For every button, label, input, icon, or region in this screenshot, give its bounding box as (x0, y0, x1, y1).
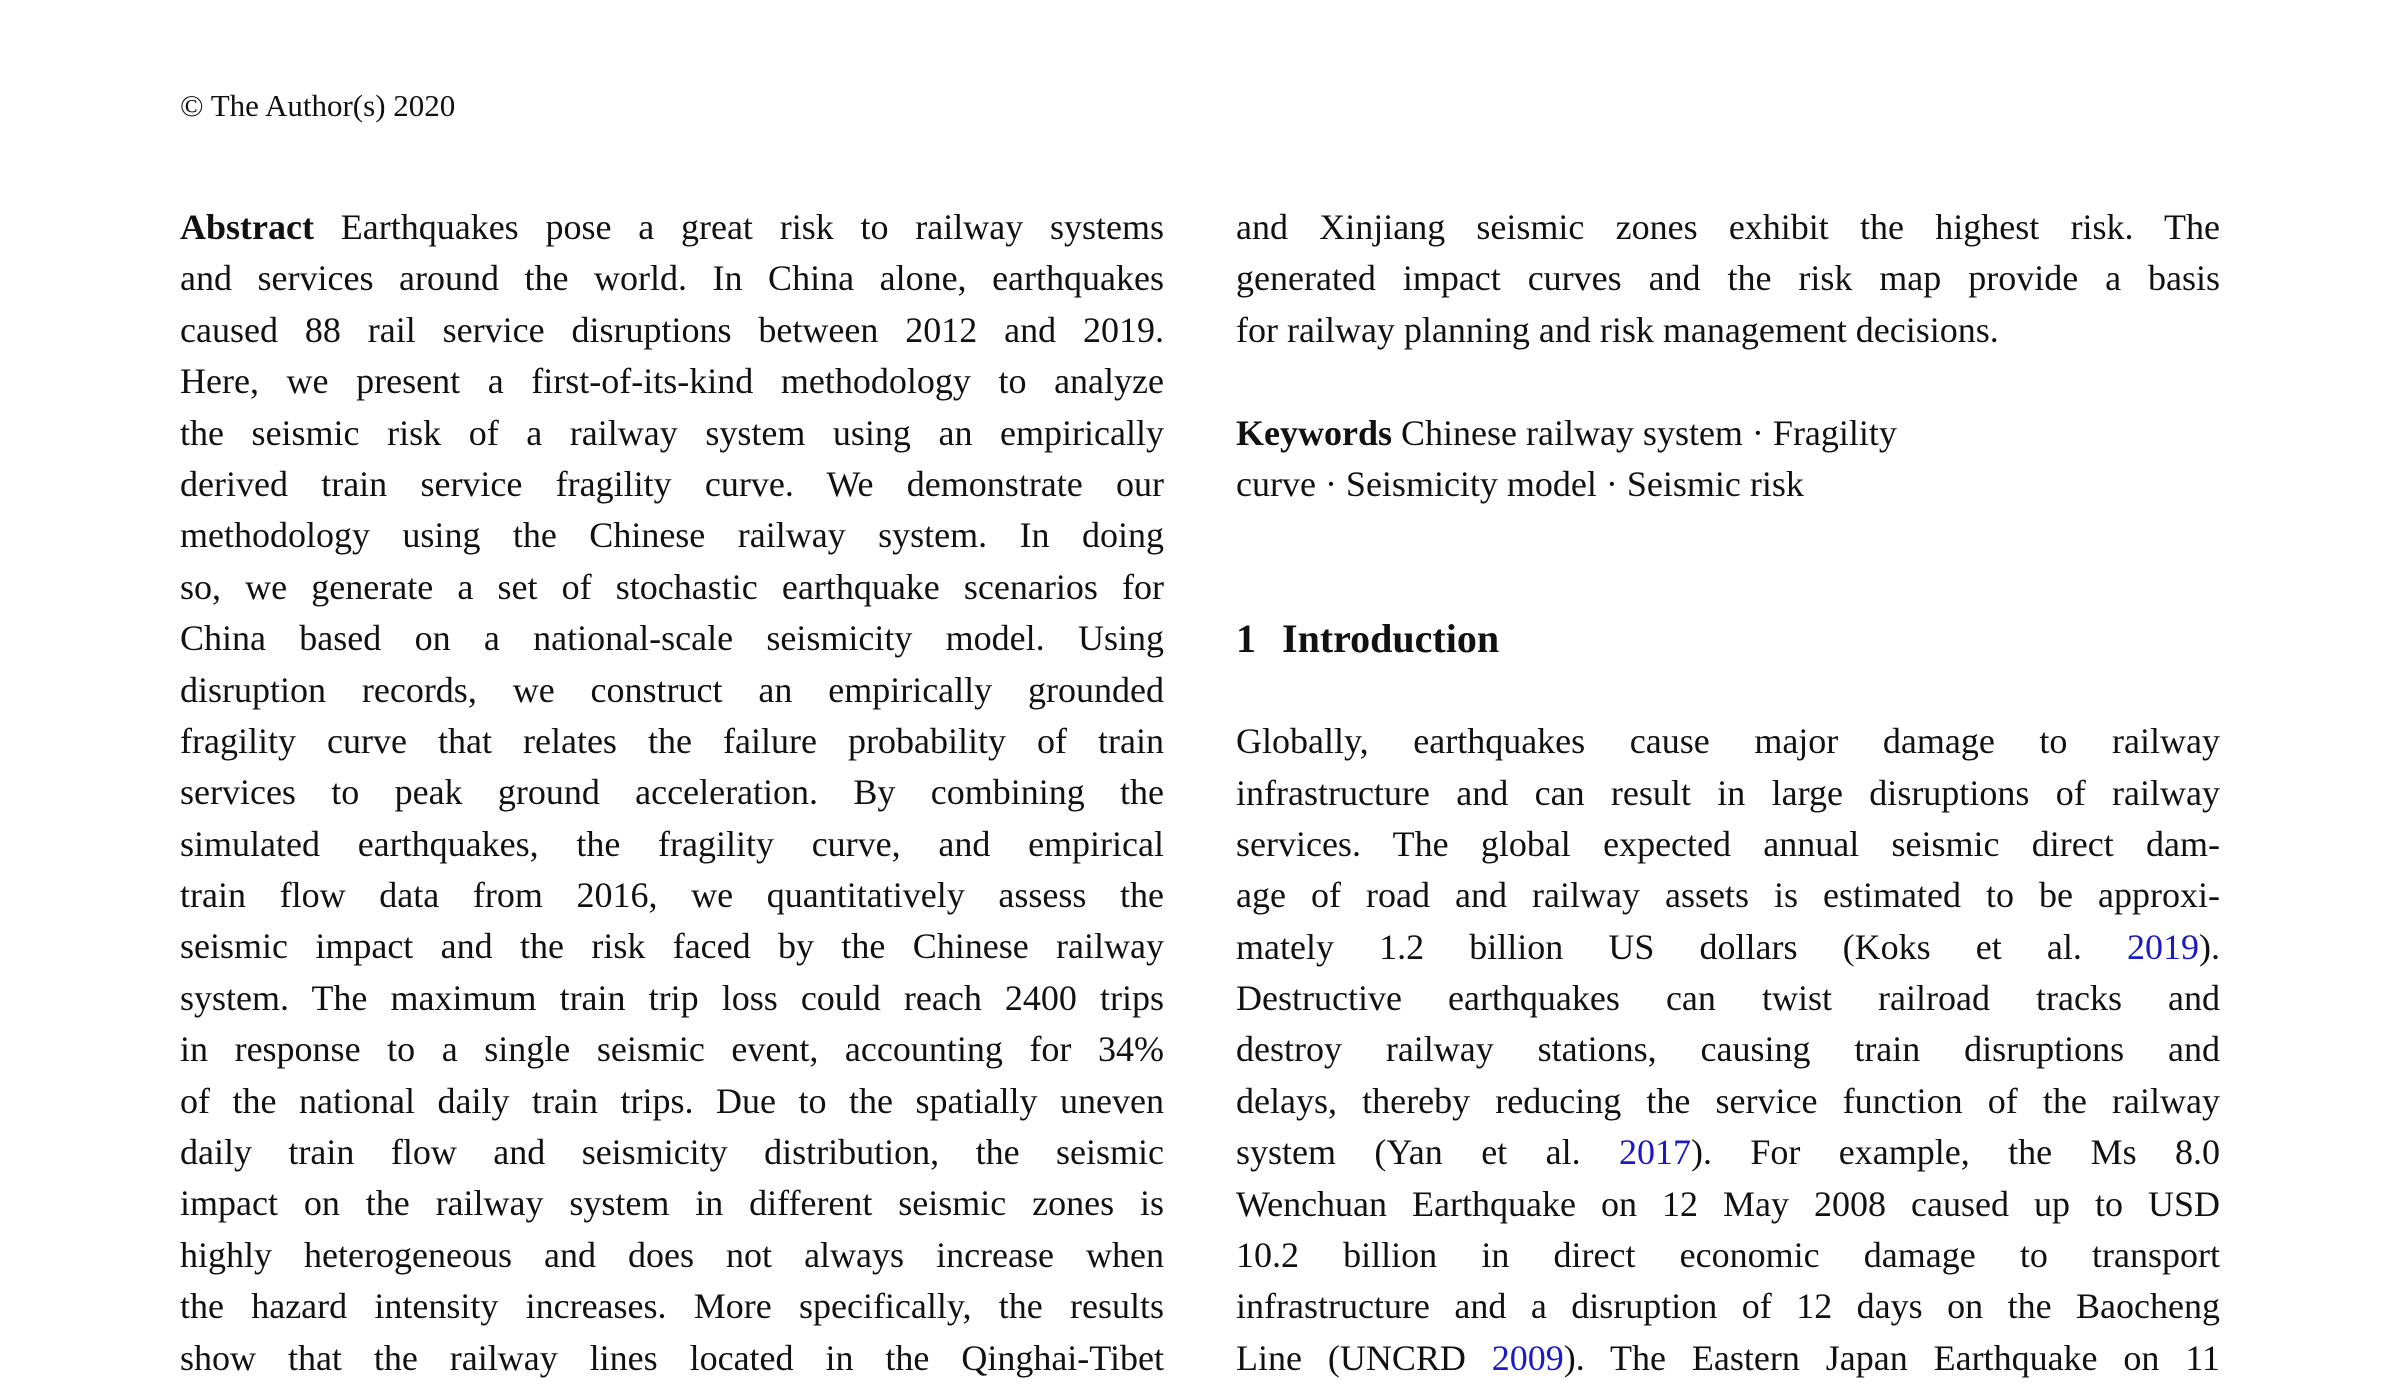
abstract-line: disruption records, we construct an empirically grounded (180, 669, 1164, 710)
keywords-line (1236, 408, 2220, 459)
abstract-line: and Xinjiang seismic zones exhibit the highest risk. The (1236, 207, 2220, 247)
abstract-line: derived train service fragility curve. We demonstrate our (180, 463, 1164, 504)
intro-line: services. The global expected annual seismic direct dam- (1236, 823, 2220, 864)
keywords-block (1236, 408, 2220, 511)
intro-text: Line (UNCRD (1236, 1337, 1492, 1378)
abstract-line: and services around the world. In China alone, earthquakes (180, 258, 1164, 299)
keywords-text: Chinese railway system · Fragility (1401, 412, 1897, 453)
intro-text: ). (2199, 926, 2220, 967)
section-number: 1 (1236, 616, 1256, 662)
intro-line (1236, 1333, 2220, 1384)
intro-line (1236, 1127, 2220, 1178)
right-column (1236, 202, 2220, 1384)
abstract-line: so, we generate a set of stochastic earthquake scenarios for (180, 566, 1164, 607)
citation-link[interactable]: 2017 (1618, 1132, 1691, 1173)
abstract-text: Earthquakes pose a great risk to railway systems (340, 207, 1164, 247)
intro-line: age of road and railway assets is estimated to be approxi- (1236, 875, 2220, 916)
abstract-line: show that the railway lines located in the Qinghai-Tibet (180, 1337, 1164, 1378)
abstract-column (180, 202, 1164, 1384)
abstract-line: services to peak ground acceleration. By combining the (180, 772, 1164, 813)
abstract-label: Abstract (180, 207, 314, 247)
abstract-line: impact on the railway system in different seismic zones is (180, 1183, 1164, 1224)
intro-line: 10.2 billion in direct economic damage to transport (1236, 1235, 2220, 1276)
intro-line (1236, 922, 2220, 973)
abstract-line: generated impact curves and the risk map provide a basis (1236, 258, 2220, 299)
abstract-line: Here, we present a first-of-its-kind methodology to analyze (180, 361, 1164, 402)
intro-line: delays, thereby reducing the service function of the railway (1236, 1080, 2220, 1121)
abstract-line: highly heterogeneous and does not always increase when (180, 1234, 1164, 1275)
abstract-line: China based on a national-scale seismicity model. Using (180, 618, 1164, 659)
abstract-line: system. The maximum train trip loss could reach 2400 trips (180, 977, 1164, 1018)
abstract-line: in response to a single seismic event, accounting for 34% (180, 1029, 1164, 1070)
abstract-line: daily train flow and seismicity distribution, the seismic (180, 1132, 1164, 1173)
copyright-notice: © The Author(s) 2020 (180, 88, 456, 123)
intro-line: Wenchuan Earthquake on 12 May 2008 caused up to USD (1236, 1183, 2220, 1224)
abstract-line: for railway planning and risk management decisions. (1236, 309, 1999, 350)
intro-line: infrastructure and a disruption of 12 days on the Baocheng (1236, 1286, 2220, 1327)
abstract-line: caused 88 rail service disruptions between 2012 and 2019. (180, 309, 1164, 350)
abstract-line: methodology using the Chinese railway system. In doing (180, 515, 1164, 556)
intro-text: ). The Eastern Japan Earthquake on 11 (1563, 1337, 2220, 1378)
intro-line: Globally, earthquakes cause major damage to railway (1236, 721, 2220, 762)
abstract-line (180, 202, 1164, 253)
introduction-body (1236, 716, 2220, 1384)
abstract-line: simulated earthquakes, the fragility curve, and empirical (180, 823, 1164, 864)
intro-line: Destructive earthquakes can twist railroad tracks and (1236, 978, 2220, 1019)
abstract-line: seismic impact and the risk faced by the Chinese railway (180, 926, 1164, 967)
citation-link[interactable]: 2019 (2127, 926, 2199, 967)
keywords-label: Keywords (1236, 412, 1392, 453)
citation-link[interactable]: 2009 (1491, 1337, 1564, 1378)
abstract-line: of the national daily train trips. Due to the spatially uneven (180, 1080, 1164, 1121)
intro-line: destroy railway stations, causing train disruptions and (1236, 1029, 2220, 1070)
abstract-line: the seismic risk of a railway system using an empirically (180, 412, 1164, 453)
abstract-line: fragility curve that relates the failure probability of train (180, 720, 1164, 761)
abstract-line: the hazard intensity increases. More specifically, the results (180, 1286, 1164, 1327)
intro-line: infrastructure and can result in large disruptions of railway (1236, 772, 2220, 813)
section-heading (1236, 613, 2220, 664)
intro-text: ). For example, the Ms 8.0 (1690, 1132, 2220, 1173)
section-title: Introduction (1282, 616, 1500, 662)
abstract-line: train flow data from 2016, we quantitatively assess the (180, 875, 1164, 916)
intro-text: system (Yan et al. (1236, 1132, 1619, 1173)
intro-text: mately 1.2 billion US dollars (Koks et al. (1236, 926, 2127, 967)
keywords-line: curve · Seismicity model · Seismic risk (1236, 463, 1804, 504)
